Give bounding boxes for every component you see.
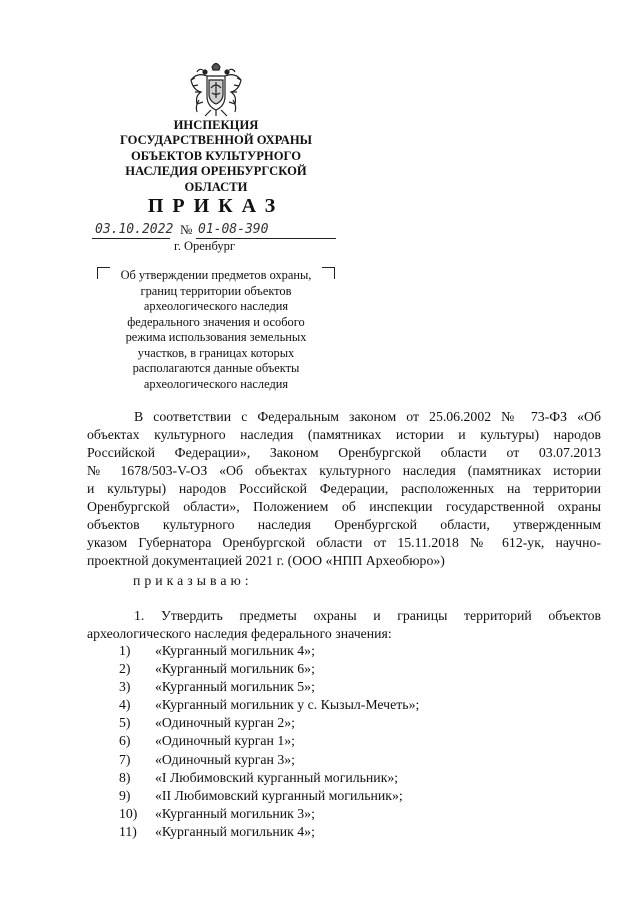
list-item-number: 1) (119, 643, 131, 658)
body-line: объектах культурного наследия (памятниках истории и культуры) народов (87, 427, 601, 442)
item-1-intro (87, 607, 601, 643)
subject-line: режима использования земельных (125, 330, 307, 344)
list-item (119, 787, 419, 805)
order-date: 03.10.2022 (95, 222, 174, 237)
list-item-text: «Курганный могильник 6»; (155, 661, 315, 677)
coat-of-arms-emblem (185, 58, 247, 120)
list-item-text: «Одиночный курган 3»; (155, 751, 295, 767)
document-type-title: ПРИКАЗ (147, 195, 285, 217)
subject-line: Об утверждении предметов охраны, (120, 268, 312, 282)
list-item-text: «Курганный могильник 4»; (155, 823, 315, 839)
subject-line: федерального значения и особого (127, 314, 305, 329)
list-item-number: 6) (119, 733, 131, 749)
subject-line: археологического наследия (143, 376, 289, 391)
list-item-number: 8) (119, 769, 131, 785)
subject-line: границ территории объектов (140, 283, 292, 298)
list-item-text: «I Любимовский курганный могильник»; (155, 769, 399, 785)
list-item (119, 823, 419, 841)
number-sign: № (180, 222, 193, 237)
body-line: № 1678/503-V-ОЗ «Об объектах культурного наследия (памятниках истории (87, 463, 601, 478)
list-item (119, 660, 419, 678)
list-item-number: 7) (119, 751, 131, 767)
body-line: и культуры) народов Российской Федерации, расположенных на территории (87, 481, 601, 496)
subject-line: располагаются данные объекты (132, 361, 300, 375)
body-line: проектной документацией 2021 г. (ООО «НПП Археобюро») (87, 553, 445, 568)
order-number: 01-08-390 (198, 222, 269, 237)
body-line: объектов культурного наследия Оренбургской области, утвержденным (87, 517, 601, 532)
list-item (119, 732, 419, 750)
list-item-number: 10) (119, 805, 138, 821)
list-item-text: «Курганный могильник у с. Кызыл-Мечеть»; (155, 697, 420, 713)
list-item (119, 805, 419, 823)
body-line: Оренбургской области», Положением об инспекции государственной охраны (87, 499, 601, 514)
org-line: ИНСПЕКЦИЯ (173, 118, 259, 132)
list-item-number: 9) (119, 787, 131, 803)
body-line: Российской Федерации», Законом Оренбургской области от 03.07.2013 (87, 445, 601, 460)
list-item-number: 5) (119, 715, 131, 731)
org-line: ОБЛАСТИ (184, 179, 248, 194)
list-item (119, 714, 419, 732)
intro-line: 1. Утвердить предметы охраны и границы территорий объектов (134, 608, 601, 623)
subject-line: участков, в границах которых (137, 345, 295, 360)
city-label: г. Оренбург (174, 239, 235, 253)
order-verb: приказываю: (133, 573, 253, 588)
list-item (119, 751, 419, 769)
list-item-text: «Курганный могильник 5»; (155, 679, 315, 695)
date-underline (92, 238, 170, 239)
list-item-number: 4) (119, 697, 131, 713)
list-item (119, 696, 419, 714)
list-item-text: «II Любимовский курганный могильник»; (155, 787, 403, 803)
intro-line: археологического наследия федерального значения: (87, 626, 392, 641)
subject-line: археологического наследия (143, 299, 289, 313)
list-item-number: 2) (119, 661, 131, 677)
org-line: ГОСУДАРСТВЕННОЙ ОХРАНЫ (119, 133, 313, 148)
org-line: ОБЪЕКТОВ КУЛЬТУРНОГО (130, 148, 302, 163)
org-line: НАСЛЕДИЯ ОРЕНБУРГСКОЙ (125, 164, 307, 179)
list-item (119, 678, 419, 696)
list-item (119, 642, 419, 660)
list-item-number: 11) (119, 823, 137, 839)
organization-name (92, 118, 340, 195)
list-item-text: «Курганный могильник 4»; (155, 643, 315, 658)
list-item (119, 769, 419, 787)
heritage-objects-list (119, 642, 419, 841)
list-item-number: 3) (119, 679, 131, 695)
preamble-paragraph (87, 408, 601, 570)
list-item-text: «Курганный могильник 3»; (155, 805, 315, 821)
list-item-text: «Одиночный курган 2»; (155, 715, 295, 731)
body-line: указом Губернатора Оренбургской области от 15.11.2018 № 612-ук, научно- (87, 535, 601, 550)
list-item-text: «Одиночный курган 1»; (155, 733, 295, 749)
order-subject (108, 268, 324, 392)
body-line: В соответствии с Федеральным законом от 25.06.2002 № 73-ФЗ «Об (134, 409, 601, 424)
